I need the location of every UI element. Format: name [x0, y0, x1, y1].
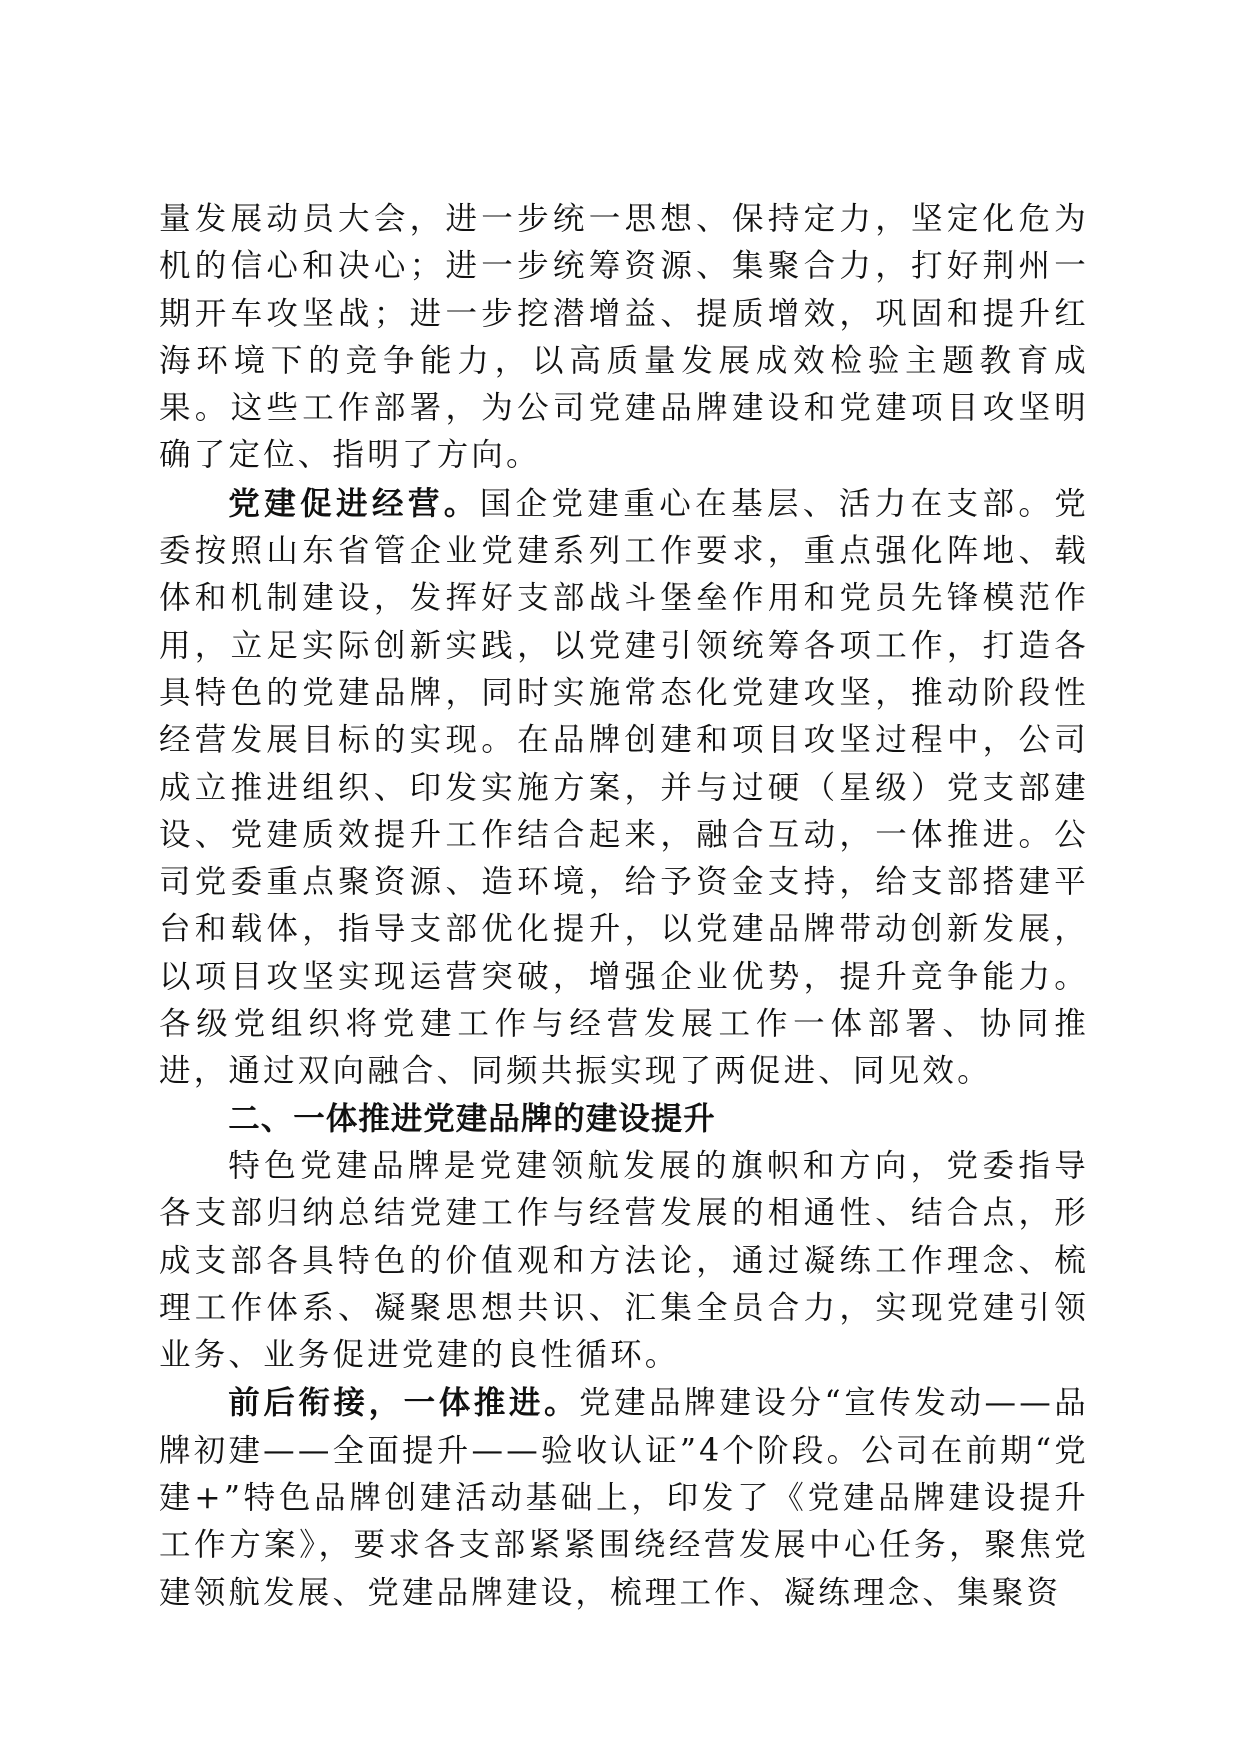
paragraph-lead-bold: 党建促进经营。 [228, 484, 480, 522]
paragraph-body: 国企党建重心在基层、活力在支部。党委按照山东省管企业党建系列工作要求，重点强化阵地、载体和机制建设，发挥好支部战斗堡垒作用和党员先锋模范作用，立足实际创新实践，以党建引领统筹各项工作，打造各具特色的党建品牌，同时实施常态化党建攻坚，推动阶段性经营发展目标的实现。在品牌创建和项目攻坚过程中，公司成立推进组织、印发实施方案，并与过硬（星级）党支部建设、党建质效提升工作结合起来，融合互动，一体推进。公司党委重点聚资源、造环境，给予资金支持，给支部搭建平台和载体，指导支部优化提升，以党建品牌带动创新发展，以项目攻坚实现运营突破，增强企业优势，提升竞争能力。各级党组织将党建工作与经营发展工作一体部署、协同推进，通过双向融合、同频共振实现了两促进、同见效。 [159, 485, 1089, 1090]
paragraph-continuation: 量发展动员大会，进一步统一思想、保持定力，坚定化危为机的信心和决心；进一步统筹资源、集聚合力，打好荆州一期开车攻坚战；进一步挖潜增益、提质增效，巩固和提升红海环境下的竞争能力，以高质量发展成效检验主题教育成果。这些工作部署，为公司党建品牌建设和党建项目攻坚明确了定位、指明了方向。 [159, 201, 1089, 474]
paragraph-lead-bold: 前后衔接，一体推进。 [228, 1384, 580, 1422]
paragraph-body: 党建品牌建设分“宣传发动——品牌初建——全面提升——验收认证”4个阶段。公司在前期“党建+”特色品牌创建活动基础上，印发了《党建品牌建设提升工作方案》，要求各支部紧紧围绕经营发展中心任务，聚焦党建领航发展、党建品牌建设，梳理工作、凝练理念、集聚资 [159, 1385, 1089, 1611]
paragraph-integrated-advance [159, 1379, 1089, 1616]
document-body [159, 196, 1089, 1617]
section-heading: 二、一体推进党建品牌的建设提升 [228, 1100, 716, 1137]
paragraph-brand-intro: 特色党建品牌是党建领航发展的旗帜和方向，党委指导各支部归纳总结党建工作与经营发展的相通性、结合点，形成支部各具特色的价值观和方法论，通过凝练工作理念、梳理工作体系、凝聚思想共识、汇集全员合力，实现党建引领业务、业务促进党建的良性循环。 [159, 1147, 1089, 1374]
paragraph-party-building-promotes-operations [159, 480, 1089, 1096]
